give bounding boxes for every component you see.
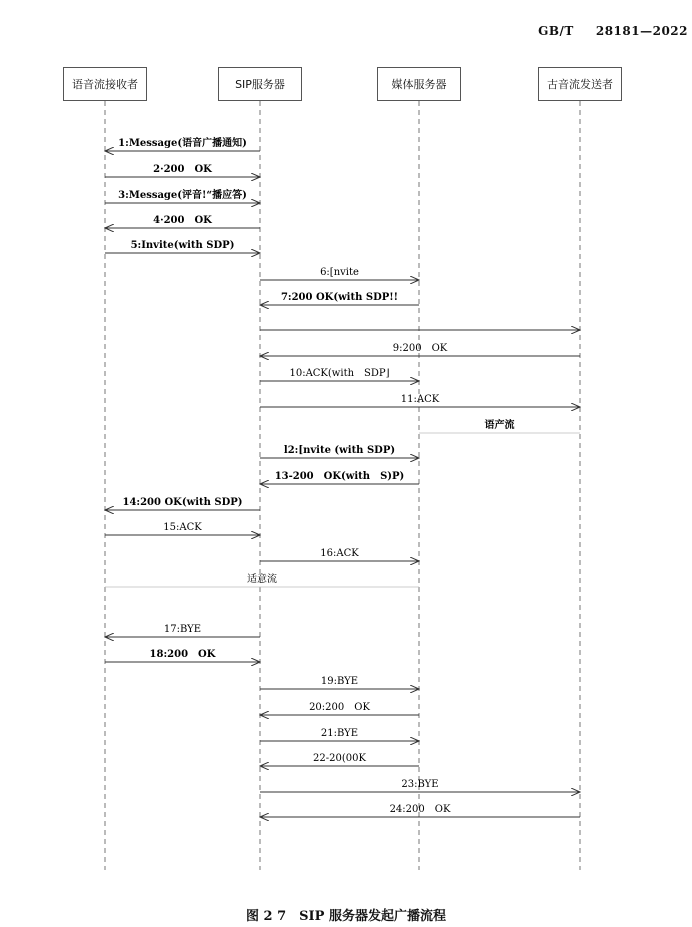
sequence-message [260, 445, 419, 458]
sequence-message [105, 215, 260, 228]
message-label: 17:BYE [163, 624, 202, 635]
message-label: 1:Message(语音广播通知) [118, 138, 247, 149]
message-label: 11:ACK [400, 394, 440, 405]
message-label: 适意流 [247, 574, 277, 585]
sequence-message [260, 267, 419, 280]
message-label: 15:ACK [163, 522, 202, 533]
sequence-message [260, 728, 419, 741]
message-label: 4·200 OK [153, 215, 212, 226]
sequence-message [105, 136, 260, 151]
message-label: 24:200 OK [389, 804, 451, 815]
sequence-message [260, 702, 419, 715]
message-label: 21:BYE [320, 728, 359, 739]
participant-sender: 古音流发送者 [538, 67, 622, 101]
sequence-message [105, 497, 260, 510]
sequence-message [105, 164, 260, 177]
participant-receiver: 语音流接收者 [63, 67, 147, 101]
message-label: 6:[nvite [320, 267, 359, 278]
sequence-message [260, 394, 580, 407]
sequence-message [105, 649, 260, 662]
sequence-message [260, 676, 419, 689]
participant-media-server: 媒体服务器 [377, 67, 461, 101]
message-label: 23:BYE [401, 779, 439, 790]
sequence-message [105, 624, 260, 637]
message-label: 19:BYE [320, 676, 359, 687]
standard-number: 28181—2022 [595, 24, 688, 38]
message-label: 10:ACK(with SDP⌋ [289, 368, 390, 379]
message-label: 22-20(00K [313, 753, 366, 764]
message-label: 5:Invite(with SDP) [130, 240, 235, 251]
message-label: 3:Message(评音!“播应答) [118, 190, 247, 201]
sequence-message [105, 522, 260, 535]
sequence-message [260, 779, 580, 792]
message-label: l2:[nvite (with SDP) [283, 445, 396, 456]
participant-sip-server: SIP服务器 [218, 67, 302, 101]
sequence-message [260, 753, 419, 766]
sequence-message [260, 292, 419, 305]
message-label: 语产流 [484, 420, 515, 431]
message-label: 13-200 OK(with S)P) [274, 471, 405, 482]
media-stream [105, 572, 419, 587]
sequence-message [105, 240, 260, 253]
message-label: 14:200 OK(with SDP) [122, 497, 243, 508]
sequence-message [260, 471, 419, 484]
sequence-message [105, 188, 260, 203]
message-label: 7:200 OK(with SDP!! [280, 292, 399, 303]
message-label: 9:200 OK [392, 343, 448, 354]
sequence-message [260, 343, 580, 356]
sequence-message [260, 804, 580, 817]
figure-caption: 图 2 7 SIP 服务器发起广播流程 [246, 909, 446, 924]
media-stream [419, 418, 580, 433]
message-label: 2·200 OK [153, 164, 212, 175]
standard-code: GB/T [538, 24, 574, 38]
message-label: 20:200 OK [309, 702, 370, 713]
message-label: 18:200 OK [149, 649, 216, 660]
message-label: 16:ACK [320, 548, 359, 559]
sequence-message [260, 368, 419, 381]
sequence-message [260, 548, 419, 561]
